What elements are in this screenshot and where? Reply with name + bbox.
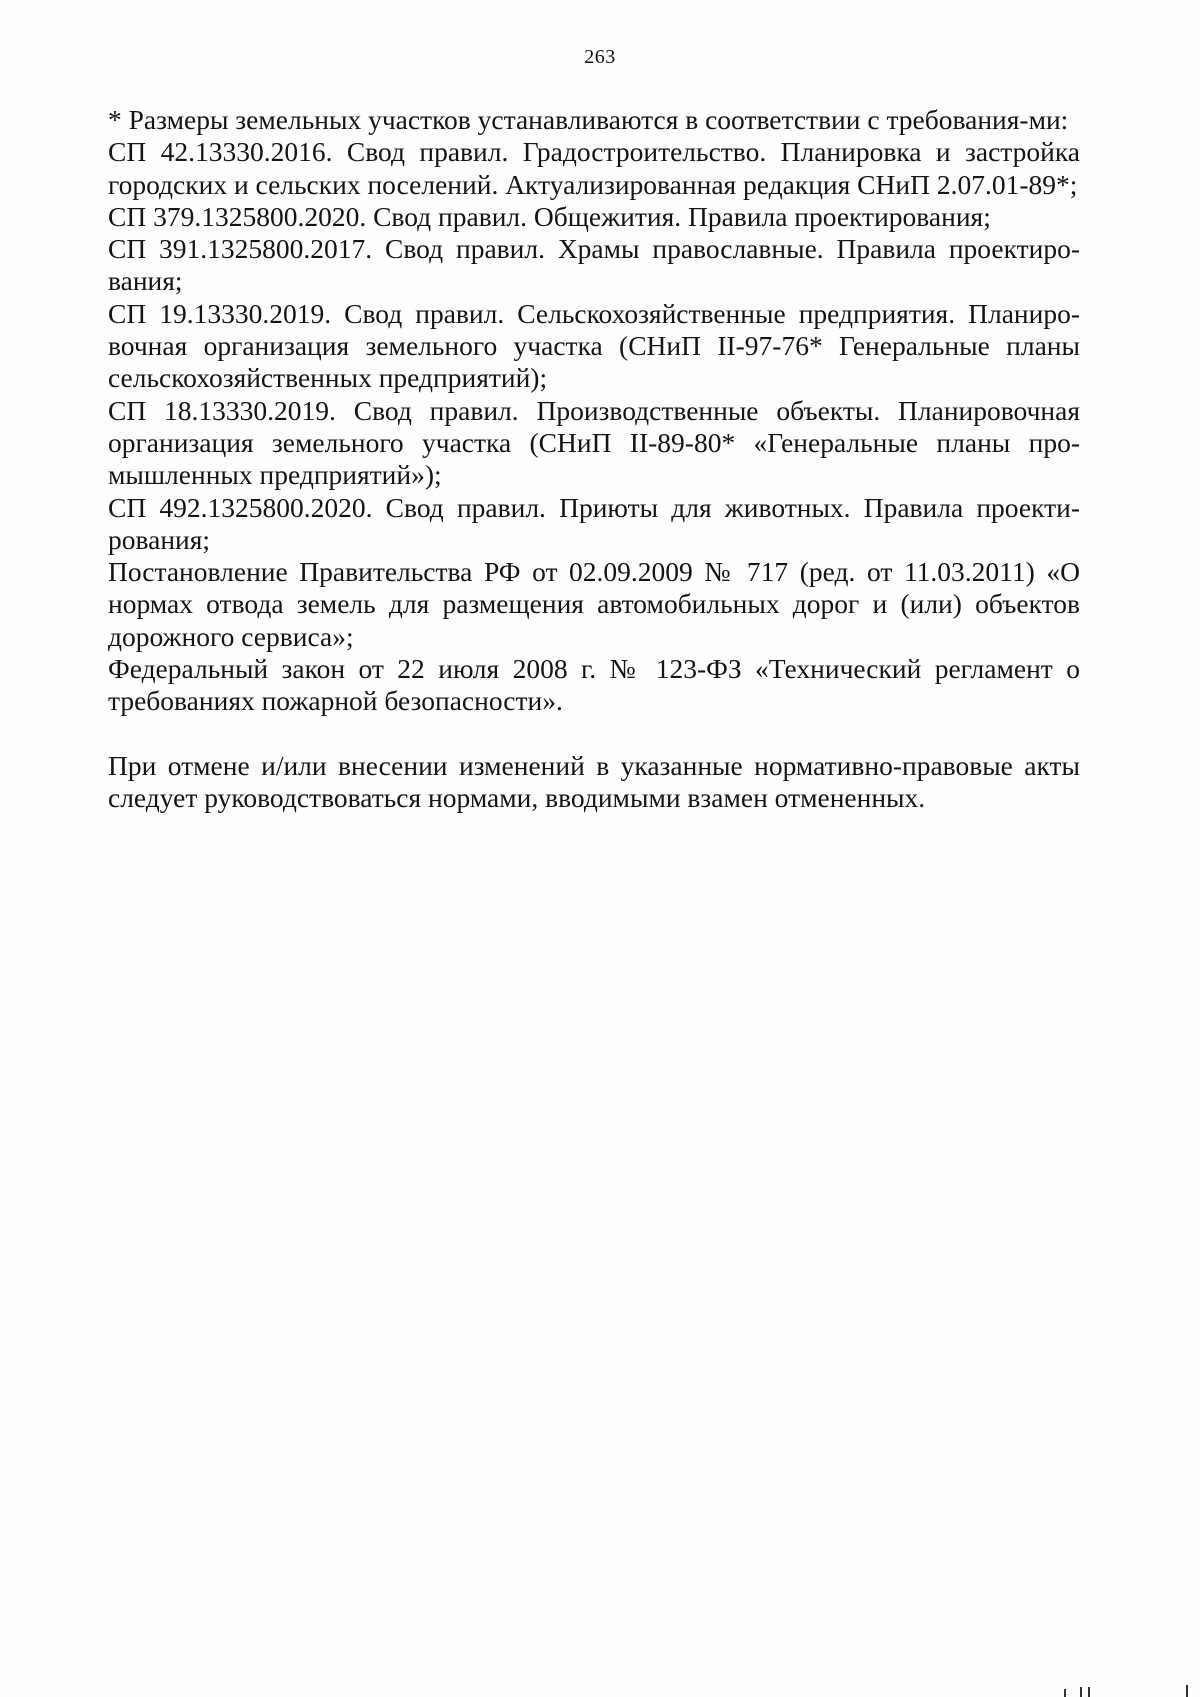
document-body: [108, 104, 1080, 814]
page-number: 263: [584, 46, 616, 68]
reference-sp-42: СП 42.13330.2016. Свод правил. Градостроительство. Планировка и застройка городских и сельских поселений. Актуализированная редакция СНиП 2.07.01-89*;: [108, 136, 1080, 200]
reference-government-decree: Постановление Правительства РФ от 02.09.2009 № 717 (ред. от 11.03.2011) «О нормах отвода земель для размещения автомобильных дорог и (или) объектов дорожного сервиса»;: [108, 556, 1080, 652]
footnote-paragraph: * Размеры земельных участков устанавливаются в соответствии с требования-ми:: [108, 104, 1069, 135]
reference-sp-19: СП 19.13330.2019. Свод правил. Сельскохозяйственные предприятия. Планиро-вочная организация земельного участка (СНиП II-97-76* Генеральные планы сельскохозяйственных предприятий);: [108, 297, 1080, 394]
reference-sp-492: СП 492.1325800.2020. Свод правил. Приюты для животных. Правила проекти-рования;: [108, 491, 1080, 555]
reference-sp-391: СП 391.1325800.2017. Свод правил. Храмы православные. Правила проектиро-вания;: [108, 233, 1080, 297]
reference-sp-18: СП 18.13330.2019. Свод правил. Производственные объекты. Планировочная организация земельного участка (СНиП II-89-80* «Генеральные планы про-мышленных предприятий»);: [108, 394, 1080, 491]
closing-paragraph: При отмене и/или внесении изменений в указанные нормативно-правовые акты следует руководствоваться нормами, вводимыми взамен отмененных.: [108, 749, 1080, 813]
reference-sp-379: СП 379.1325800.2020. Свод правил. Общежития. Правила проектирования;: [108, 200, 991, 232]
reference-federal-law: Федеральный закон от 22 июля 2008 г. № 123-ФЗ «Технический регламент о требованиях пожарной безопасности».: [108, 653, 1080, 717]
scan-edge-marks: [1000, 1677, 1200, 1697]
